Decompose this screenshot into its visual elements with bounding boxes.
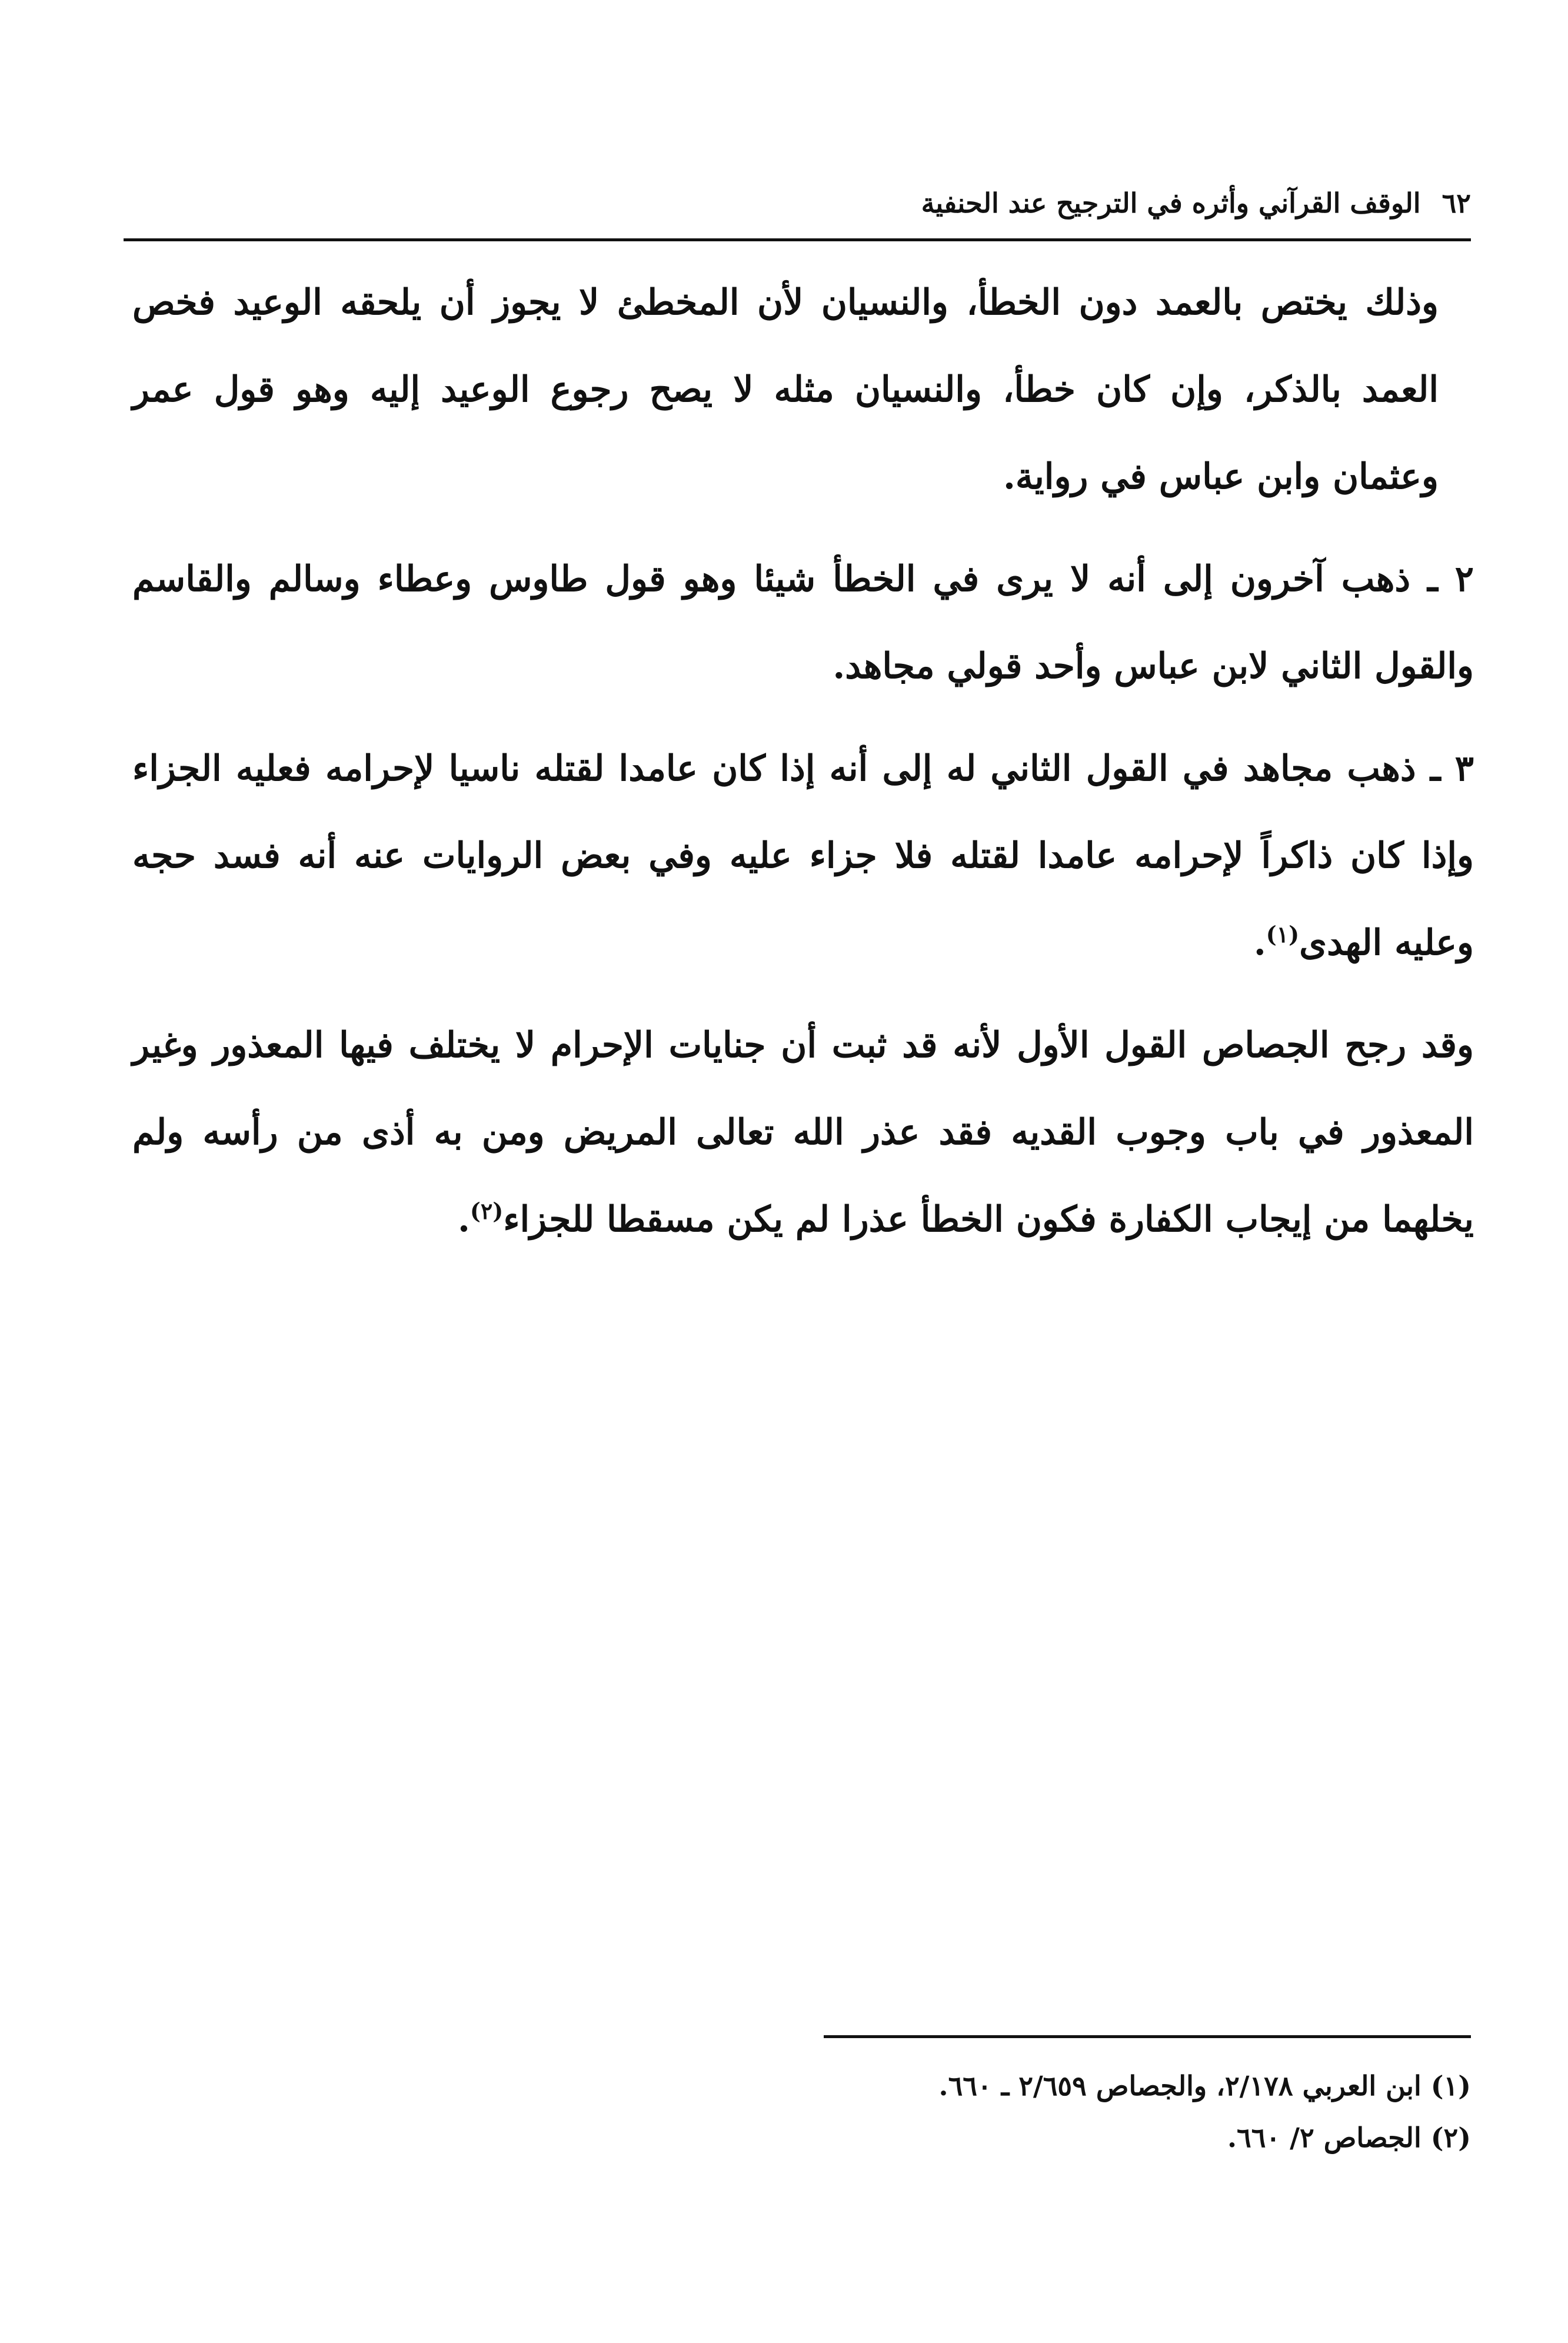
footnote-rule	[824, 2035, 1471, 2038]
list-item-3	[132, 725, 1474, 986]
footnote-2: (٢) الجصاص ٢/ ٦٦٠.	[1227, 2122, 1471, 2153]
main-text	[132, 259, 1474, 1278]
header-rule	[124, 238, 1471, 241]
running-title: الوقف القرآني وأثره في الترجيح عند الحنفية	[921, 187, 1421, 219]
list-item-2: ٢ ـ ذهب آخرون إلى أنه لا يرى في الخطأ شيئا وهو قول طاوس وعطاء وسالم والقاسم والقول الثاني لابن عباس وأحد قولي مجاهد.	[132, 559, 1474, 687]
list-item-3-end: .	[1253, 922, 1266, 963]
paragraph-4-end: .	[458, 1199, 470, 1240]
paragraph-4	[132, 1002, 1474, 1263]
footnote-1: (١) ابن العربي ٢/١٧٨، والجصاص ٢/٦٥٩ ـ ٦٦٠.	[938, 2070, 1471, 2102]
page-header	[124, 177, 1471, 230]
footnote-ref-1[interactable]: (١)	[1266, 921, 1300, 948]
list-item-3-text: ٣ ـ ذهب مجاهد في القول الثاني له إلى أنه إذا كان عامدا لقتله ناسيا لإحرامه فعليه الجزاء وإذا كان ذاكراً لإحرامه عامدا لقتله فلا جزاء عليه وفي بعض الروايات عنه أنه فسد حجه وعليه الهدى	[132, 748, 1474, 963]
page-number: ٦٢	[1442, 187, 1471, 219]
paragraph-4-text: وقد رجح الجصاص القول الأول لأنه قد ثبت أن جنايات الإحرام لا يختلف فيها المعذور وغير المعذور في باب وجوب القديه فقد عذر الله تعالى المريض ومن به أذى من رأسه ولم يخلهما من إيجاب الكفارة فكون الخطأ عذرا لم يكن مسقطا للجزاء	[132, 1025, 1474, 1240]
footnote-ref-2[interactable]: (٢)	[470, 1198, 504, 1224]
paragraph-1: وذلك يختص بالعمد دون الخطأ، والنسيان لأن المخطئ لا يجوز أن يلحقه الوعيد فخص العمد بالذكر، وإن كان خطأ، والنسيان مثله لا يصح رجوع الوعيد إليه وهو قول عمر وعثمان وابن عباس في رواية.	[132, 282, 1439, 497]
footnotes	[530, 2060, 1471, 2163]
